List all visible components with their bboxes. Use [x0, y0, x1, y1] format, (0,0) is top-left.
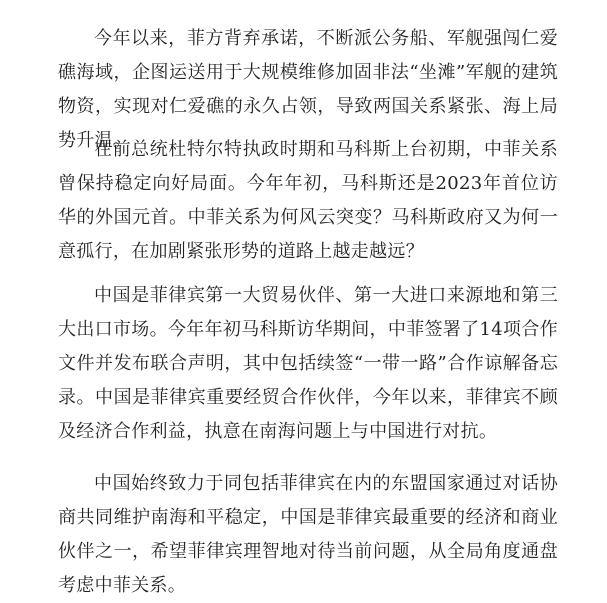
paragraph-1: 今年以来，菲方背弃承诺，不断派公务船、军舰强闯仁爱礁海域，企图运送用于大规模维修加固非法“坐滩”军舰的建筑物资，实现对仁爱礁的永久占领，导致两国关系紧张、海上局势升温。 — [58, 28, 558, 151]
paragraph-3: 中国是菲律宾第一大贸易伙伴、第一大进口来源地和第三大出口市场。今年年初马科斯访华期间，中菲签署了14项合作文件并发布联合声明，其中包括续签“一带一路”合作谅解备忘录。中国是菲律宾重要经贸合作伙伴，今年以来，菲律宾不顾及经济合作利益，执意在南海问题上与中国进行对抗。 — [58, 285, 558, 442]
paragraph-4: 中国始终致力于同包括菲律宾在内的东盟国家通过对话协商共同维护南海和平稳定，中国是菲律宾最重要的经济和商业伙伴之一，希望菲律宾理智地对待当前问题，从全局角度通盘考虑中菲关系。 — [58, 473, 558, 596]
paragraph-2: 在前总统杜特尔特执政时期和马科斯上台初期，中菲关系曾保持稳定向好局面。今年年初，马科斯还是2023年首位访华的外国元首。中菲关系为何风云突变？马科斯政府又为何一意孤行，在加剧紧张形势的道路上越走越远？ — [58, 139, 558, 262]
